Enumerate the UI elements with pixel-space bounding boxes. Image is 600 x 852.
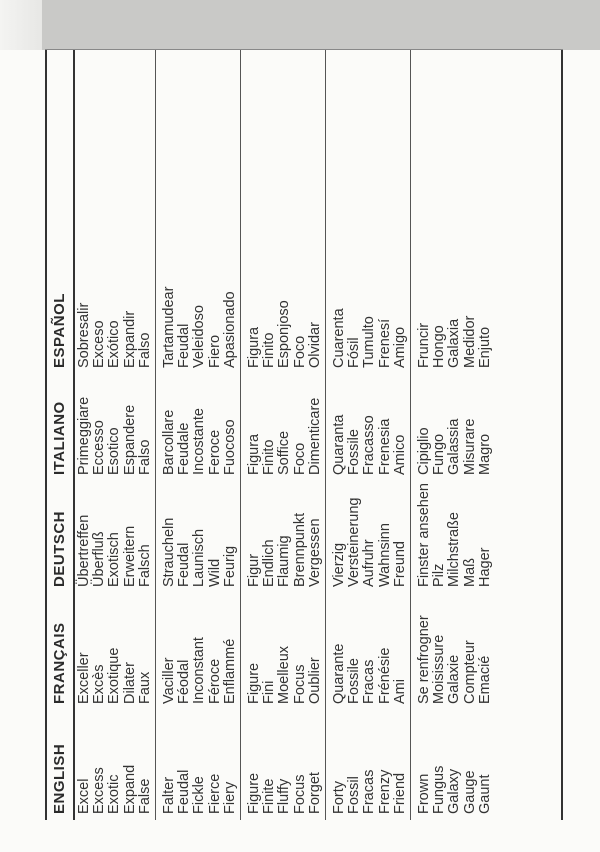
cell-english: Gaunt xyxy=(476,774,493,814)
cell-spanish: Cuarenta xyxy=(331,308,347,368)
group-separator xyxy=(240,50,241,820)
cell-french: Exotique xyxy=(106,647,123,704)
cell-italian: Feroce xyxy=(206,429,223,475)
cell-spanish: Exótico xyxy=(106,320,123,368)
header-italian: ITALIANO xyxy=(51,401,68,475)
cell-french: Frénésie xyxy=(376,647,393,704)
cell-spanish: Figura xyxy=(246,326,262,368)
cell-italian: Amico xyxy=(391,434,408,475)
cell-french: Galaxie xyxy=(446,654,463,704)
cell-french: Exceller xyxy=(76,652,92,704)
cell-german: Exotisch xyxy=(106,532,123,587)
cell-italian: Fungo xyxy=(431,433,448,475)
table-bottom-rule xyxy=(561,50,563,820)
cell-italian: Fuocoso xyxy=(221,419,238,475)
cell-english: Fungus xyxy=(431,765,448,814)
cell-english: Exotic xyxy=(106,774,123,814)
table-row xyxy=(221,50,240,820)
cell-german: Pilz xyxy=(431,563,448,587)
table-left-edge-line xyxy=(45,49,563,50)
cell-english: Falter xyxy=(161,776,177,814)
cell-italian: Cipiglio xyxy=(416,427,432,475)
cell-italian: Falso xyxy=(136,439,153,475)
cell-spanish: Esponjoso xyxy=(276,300,293,368)
cell-english: Gauge xyxy=(461,770,478,814)
cell-spanish: Fiero xyxy=(206,334,223,368)
cell-german: Maß xyxy=(461,558,478,587)
cell-french: Se renfrogner xyxy=(416,615,432,704)
cell-english: Fierce xyxy=(206,773,223,814)
group-separator xyxy=(410,50,411,820)
cell-german: Launisch xyxy=(191,528,208,587)
cell-italian: Espandere xyxy=(121,404,138,475)
cell-english: Excess xyxy=(91,767,108,814)
cell-german: Versteinerung xyxy=(346,497,363,587)
table-row xyxy=(476,50,495,820)
cell-german: Wahnsinn xyxy=(376,523,393,587)
table-row xyxy=(136,50,155,820)
cell-spanish: Fruncir xyxy=(416,322,432,368)
vocabulary-table xyxy=(45,50,563,820)
cell-spanish: Expandir xyxy=(121,310,138,368)
table-row xyxy=(306,50,325,820)
cell-german: Figur xyxy=(246,553,262,587)
cell-french: Féroce xyxy=(206,658,223,704)
cell-spanish: Sobresalir xyxy=(76,302,92,368)
cell-english: False xyxy=(136,778,153,814)
cell-german: Feudal xyxy=(176,542,193,587)
cell-french: Faux xyxy=(136,671,153,704)
cell-italian: Eccesso xyxy=(91,420,108,475)
cell-english: Frown xyxy=(416,773,432,814)
cell-german: Hager xyxy=(476,547,493,587)
cell-italian: Figura xyxy=(246,433,262,475)
cell-spanish: Finito xyxy=(261,332,278,368)
cell-english: Fickle xyxy=(191,776,208,814)
cell-italian: Barcollare xyxy=(161,409,177,475)
cell-english: Expand xyxy=(121,764,138,814)
cell-english: Figure xyxy=(246,772,262,814)
cell-english: Forty xyxy=(331,780,347,814)
cell-english: Focus xyxy=(291,774,308,814)
cell-german: Brennpunkt xyxy=(291,512,308,587)
cell-english: Fiery xyxy=(221,781,238,814)
cell-english: Forget xyxy=(306,772,323,814)
cell-spanish: Fósil xyxy=(346,337,363,368)
cell-italian: Magro xyxy=(476,433,493,475)
cell-english: Galaxy xyxy=(446,768,463,814)
cell-english: Excel xyxy=(76,778,92,814)
cell-spanish: Foco xyxy=(291,335,308,368)
cell-german: Wild xyxy=(206,558,223,587)
cell-spanish: Galaxia xyxy=(446,318,463,368)
cell-italian: Quaranta xyxy=(331,414,347,475)
cell-french: Excès xyxy=(91,664,108,704)
cell-spanish: Tartamudear xyxy=(161,286,177,368)
cell-german: Endlich xyxy=(261,539,278,587)
cell-english: Finite xyxy=(261,778,278,814)
cell-spanish: Hongo xyxy=(431,325,448,368)
cell-french: Enflammé xyxy=(221,638,238,704)
cell-french: Féodal xyxy=(176,659,193,704)
page-edge-shadow xyxy=(0,0,42,50)
cell-german: Erweitern xyxy=(121,525,138,587)
header-english: ENGLISH xyxy=(51,743,68,814)
cell-italian: Soffice xyxy=(276,430,293,475)
cell-italian: Dimenticare xyxy=(306,397,323,475)
cell-french: Moisissure xyxy=(431,634,448,704)
cell-german: Finster ansehen xyxy=(416,483,432,587)
cell-german: Falsch xyxy=(136,544,153,587)
cell-italian: Fossile xyxy=(346,429,363,475)
group-separator xyxy=(155,50,156,820)
table-header-row xyxy=(49,50,73,820)
header-french: FRANÇAIS xyxy=(51,622,68,704)
cell-spanish: Olvidar xyxy=(306,322,323,368)
cell-german: Feurig xyxy=(221,545,238,587)
cell-spanish: Veleidoso xyxy=(191,305,208,368)
cell-german: Aufruhr xyxy=(361,539,378,587)
cell-german: Freund xyxy=(391,541,408,587)
table-row xyxy=(391,50,410,820)
header-spanish: ESPAÑOL xyxy=(51,293,68,368)
cell-german: Flaumig xyxy=(276,535,293,587)
cell-italian: Galassia xyxy=(446,418,463,475)
cell-german: Überfluß xyxy=(91,531,108,587)
cell-french: Focus xyxy=(291,664,308,704)
cell-french: Oublier xyxy=(306,657,323,704)
cell-french: Fossile xyxy=(346,658,363,704)
cell-french: Ami xyxy=(391,679,408,704)
cell-french: Moelleux xyxy=(276,645,293,704)
cell-italian: Finito xyxy=(261,439,278,475)
cell-french: Fracas xyxy=(361,659,378,704)
cell-english: Fluffy xyxy=(276,778,293,814)
cell-italian: Incostante xyxy=(191,408,208,475)
cell-english: Fossil xyxy=(346,776,363,814)
cell-german: Vierzig xyxy=(331,542,347,587)
cell-french: Dilater xyxy=(121,662,138,704)
cell-french: Emacié xyxy=(476,655,493,704)
cell-german: Milchstraße xyxy=(446,512,463,587)
cell-english: Feudal xyxy=(176,769,193,814)
cell-italian: Misurare xyxy=(461,418,478,475)
cell-italian: Esotico xyxy=(106,427,123,475)
cell-spanish: Frenesí xyxy=(376,318,393,368)
cell-spanish: Amigo xyxy=(391,326,408,368)
cell-italian: Primeggiare xyxy=(76,396,92,475)
table-top-rule xyxy=(45,50,47,820)
cell-english: Friend xyxy=(391,772,408,814)
cell-spanish: Medidor xyxy=(461,315,478,368)
cell-spanish: Feudal xyxy=(176,323,193,368)
cell-spanish: Enjuto xyxy=(476,326,493,368)
cell-italian: Frenesia xyxy=(376,418,393,475)
cell-french: Vaciller xyxy=(161,657,177,704)
cell-french: Figure xyxy=(246,662,262,704)
cell-italian: Feudale xyxy=(176,422,193,475)
cell-english: Fracas xyxy=(361,769,378,814)
cell-german: Straucheln xyxy=(161,517,177,587)
cell-german: Übertreffen xyxy=(76,514,92,587)
cell-french: Compteur xyxy=(461,640,478,704)
cell-french: Inconstant xyxy=(191,637,208,704)
scan-gray-band xyxy=(42,0,600,50)
cell-german: Vergessen xyxy=(306,518,323,587)
cell-french: Quarante xyxy=(331,643,347,704)
cell-french: Fini xyxy=(261,680,278,704)
cell-spanish: Apasionado xyxy=(221,291,238,368)
cell-italian: Fracasso xyxy=(361,415,378,475)
group-separator xyxy=(325,50,326,820)
header-german: DEUTSCH xyxy=(51,510,68,587)
cell-english: Frenzy xyxy=(376,769,393,814)
cell-spanish: Falso xyxy=(136,332,153,368)
cell-spanish: Tumulto xyxy=(361,316,378,368)
cell-italian: Foco xyxy=(291,442,308,475)
cell-spanish: Exceso xyxy=(91,320,108,368)
